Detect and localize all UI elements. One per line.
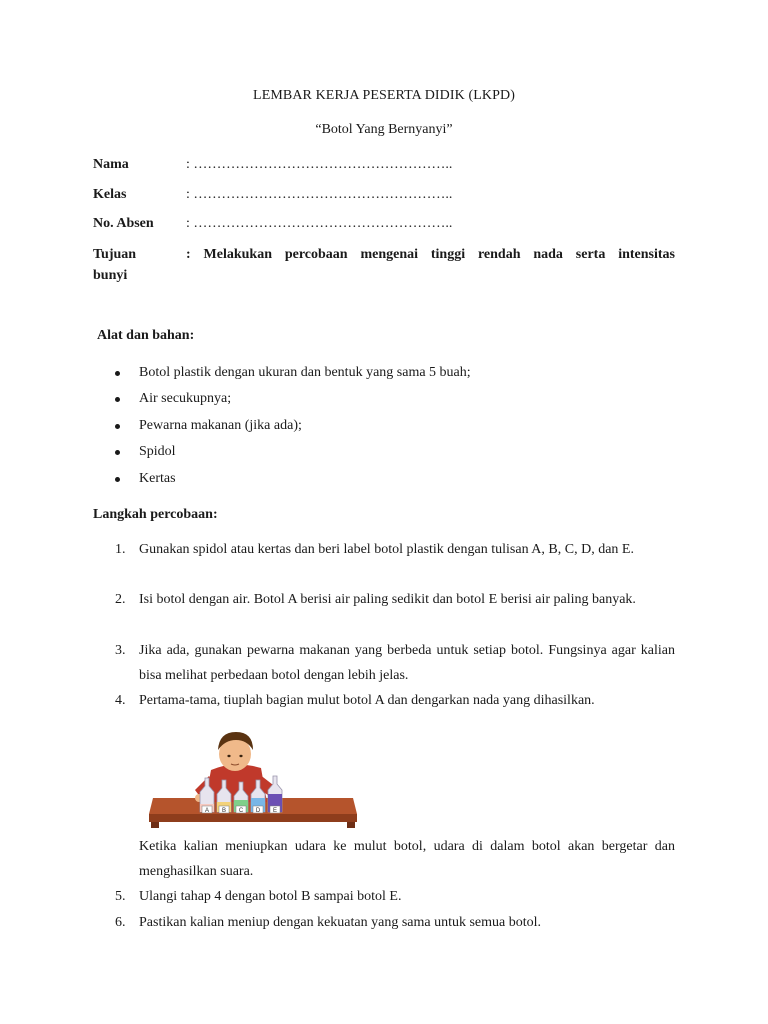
bottle-label: D [255, 808, 261, 814]
field-blank: : ……………………………………………….. [186, 216, 453, 231]
bottle-label: C [238, 808, 244, 814]
bullet-icon [115, 450, 120, 455]
bottle-label: B [221, 808, 227, 814]
step-number: 5. [115, 889, 126, 904]
step-number: 3. [115, 643, 126, 658]
list-item-text: Botol plastik dengan ukuran dan bentuk yang sama 5 buah; [139, 365, 471, 380]
step-number: 4. [115, 693, 126, 708]
step-text: Jika ada, gunakan pewarna makanan yang berbeda untuk setiap botol. Fungsinya agar kalian bisa melihat perbedaan botol dengan lebih jelas. [139, 643, 675, 683]
bullet-icon [115, 371, 120, 376]
step-number: 6. [115, 915, 126, 930]
document-title: LEMBAR KERJA PESERTA DIDIK (LKPD) [253, 88, 515, 103]
field-blank: : ……………………………………………….. [186, 187, 453, 202]
step-number: 2. [115, 592, 126, 607]
langkah-heading: Langkah percobaan: [93, 507, 218, 522]
field-label: Kelas [93, 187, 127, 202]
step-text: Ulangi tahap 4 dengan botol B sampai botol E. [139, 889, 402, 904]
bottle-experiment-illustration [139, 718, 361, 830]
bottle-label: E [272, 808, 278, 814]
alat-heading: Alat dan bahan: [97, 328, 195, 343]
field-label: No. Absen [93, 216, 154, 231]
table-front [149, 814, 357, 822]
boy-eye [239, 755, 242, 757]
list-item-text: Pewarna makanan (jika ada); [139, 418, 302, 433]
list-item-text: Spidol [139, 444, 176, 459]
boy-eye [227, 755, 230, 757]
step-number: 1. [115, 542, 126, 557]
bullet-icon [115, 397, 120, 402]
explanation-paragraph: Ketika kalian meniupkan udara ke mulut botol, udara di dalam botol akan bergetar dan menghasilkan suara. [139, 839, 675, 879]
bullet-icon [115, 477, 120, 482]
step-text: Gunakan spidol atau kertas dan beri label botol plastik dengan tulisan A, B, C, D, dan E. [139, 542, 634, 557]
bottle-label: A [204, 808, 210, 814]
field-label: Nama [93, 157, 129, 172]
document-subtitle: “Botol Yang Bernyanyi” [315, 122, 453, 137]
bullet-icon [115, 424, 120, 429]
step-text: Pertama-tama, tiuplah bagian mulut botol A dan dengarkan nada yang dihasilkan. [139, 693, 595, 708]
step-text: Isi botol dengan air. Botol A berisi air paling sedikit dan botol E berisi air paling banyak. [139, 592, 636, 607]
table-leg [151, 822, 159, 828]
list-item-text: Air secukupnya; [139, 391, 232, 406]
list-item-text: Kertas [139, 471, 176, 486]
step-text: Pastikan kalian meniup dengan kekuatan yang sama untuk semua botol. [139, 915, 542, 930]
table-leg [347, 822, 355, 828]
tujuan-text: : Melakukan percobaan mengenai tinggi rendah nada serta intensitas [186, 247, 675, 262]
tujuan-label: Tujuan [93, 247, 137, 262]
tujuan-continuation: bunyi [93, 268, 128, 283]
field-blank: : ……………………………………………….. [186, 157, 453, 172]
